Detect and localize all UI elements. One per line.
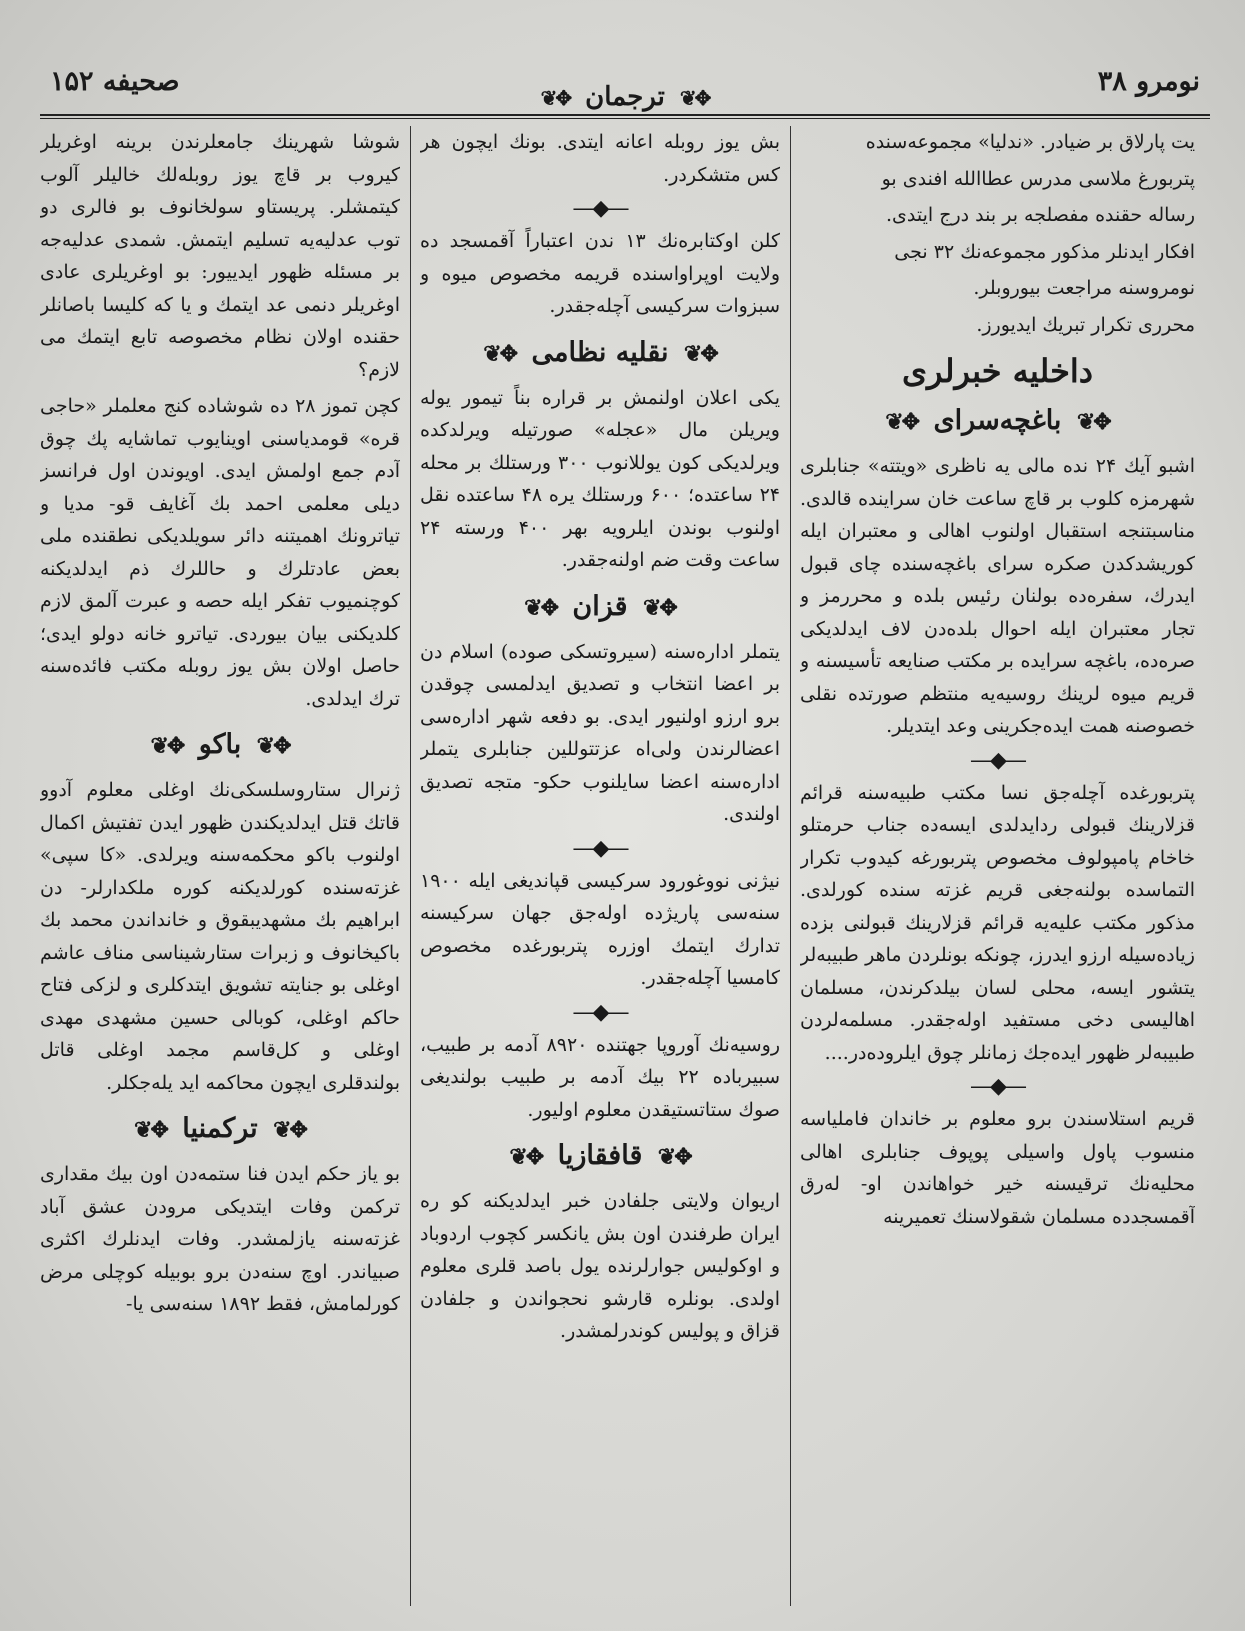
ornament-icon: ✥❦: [540, 86, 571, 110]
section-heading-domestic-news: داخلیه خبرلری: [901, 352, 1093, 390]
newspaper-title: ترجمان: [585, 82, 665, 112]
ornament-icon: ✥❦: [509, 1144, 543, 1170]
ornament-icon: ✥❦: [1076, 409, 1110, 435]
article-paragraph: بش یوز روبله اعانه ایتدی. بونك ایچون هر کس متشکردر.: [420, 131, 780, 186]
issue-number: نومرو ۳۸: [1097, 66, 1200, 97]
article-paragraph: روسیه‌نك آوروپا جهتنده ۸۹۲۰ آدمه بر طبیب، سبیرباده ۲۲ بیك آدمه بر طبیب بولندیغی صوك ستاتستیقدن معلوم اولیور.: [420, 1033, 780, 1121]
article-paragraph: یکی اعلان اولنمش بر قراره بناً تیمور یوله ویریلن مال «عجله» صورتیله ویرلدکده ویرلدیکی کون یوللانوب ۳۰۰ ورستلك بر محله ۲۴ ساعتده؛ ۶۰۰ ورستلك یره ۴۸ ساعتده نقل اولنوب بوندن ایلرویه بهر ۴۰۰ ورسته ۲۴ ساعت وقت ضم اولنه‌جقدر.: [420, 386, 780, 571]
article-paragraph: کلن اوکتابره‌نك ۱۳ ندن اعتباراً آقمسجد ده ولایت اوپراواسنده قریمه مخصوص میوه و سبزوات سرکیسی آچله‌جقدر.: [420, 230, 780, 317]
column-divider: [410, 126, 411, 1606]
ornament-icon: ✥❦: [134, 1117, 167, 1143]
column-right: [800, 126, 1195, 1606]
text-line: پتربورغ ملاسی مدرس عطاالله افندی بو: [881, 167, 1195, 190]
section-heading: [40, 1109, 400, 1150]
separator-icon: —◆—: [572, 835, 628, 861]
ornament-icon: ✥❦: [524, 594, 558, 621]
article-paragraph: قریم استلاسندن برو معلوم بر خاندان فاملیاسه منسوب پاول واسیلی پوپوف جنابلری اهالی محلیه‌نك ترقیسنه خیر خواهاندن او- له‌رق آقمسجدده مسلمان شقولاسنك تعمیرینه: [800, 1108, 1195, 1228]
separator-icon: —◆—: [970, 747, 1025, 773]
ornament-icon: ✥❦: [885, 409, 919, 435]
ornament-icon: ✥❦: [483, 340, 517, 367]
section-title: ترکمنیا: [182, 1113, 258, 1144]
separator-icon: —◆—: [970, 1074, 1025, 1099]
newspaper-title-block: [535, 82, 716, 112]
column-left: [40, 126, 400, 1606]
article-paragraph: نیژنی نووغورود سرکیسی قپاندیغی ایله ۱۹۰۰ سنه‌سی پاریژده اوله‌جق جهان سرکیسنه تدارك ایتمك اوزره پتربورغده مخصوص کامسیا آچله‌جقدر.: [420, 869, 780, 989]
text-line: محرری تکرار تبریك ایدیورز.: [976, 313, 1195, 336]
ornament-icon: ✥❦: [657, 1144, 691, 1170]
text-line: نومروسنه مراجعت بیوروبلر.: [973, 277, 1195, 299]
article-paragraph: ژنرال ستاروسلسکی‌نك اوغلی معلوم آدوو قاتك قتل ایدلدیکندن ظهور ایدن تفتیش اکمال اولنوب باکو محکمه‌سنه ویرلدی. «کا سپی» غزته‌سنده کورلدیکنه کوره ملکدارلر- دن ابراهیم بك مشهدیبقوق و خانداندن محمد بك باکیخانوف و زبرات ستارشیناسی مناف عاشم اوغلی بو جنایته تشویق ایتدکلری و لزکی فتاح حاکم اوغلی، کوبالی حسین مشهدی مهدی اوغلی و کل‌قاسم مجمد اوغلی قاتل بولندقلری ایچون محاکمه اید یله‌جکلر.: [40, 779, 400, 1094]
section-title: قافقازیا: [557, 1140, 643, 1171]
article-paragraph: یتملر اداره‌سنه (سیروتسکی صوده) اسلام دن بر اعضا انتخاب و تصدیق ایدلمسی چوقدن برو ارزو اولنیور ایدی. بو دفعه شهر اداره‌سی اعضالرندن ولی‌اه عزتتوللین جنابلری یتملر اداره‌سنه اعضا سایلنوب حکو- متجه تصدیق اولندی.: [420, 640, 780, 825]
section-title: نقلیه نظامی: [531, 336, 669, 368]
text-line: افکار ایدنلر مذکور مجموعه‌نك ۳۲ نجی: [894, 240, 1195, 263]
section-title: قزان: [572, 590, 628, 622]
separator-icon: —◆—: [572, 999, 628, 1025]
article-paragraph: پتربورغده آچله‌جق نسا مکتب طبیه‌سنه قرائم قزلارینك قبولی ردایدلدی ایسه‌ده جناب حرمتلو خاخام پامپولوف مخصوص پتربورغه کیدوب تکرار التماسده بولنه‌جغی قریم غزته سنده کورلدی. مذکور مکتب علیه‌یه قرائم قزلارینك قبولنی بزده زیاده‌سیله ارزو ایدرز، چونکه بونلردن ماهر طبیبه‌لر یتشور ایسه، محلی لسان بیلدکرندن، مسلمان اهالیسی دخی مستفید اوله‌جقدر. مسلمه‌لردن طبیبه‌لر ظهور ایده‌جك زمانلر چوق ایلروده‌در....: [800, 781, 1195, 1064]
article-paragraph: اریوان ولایتی جلفادن خبر ایدلدیکنه کو ره ایران طرفندن اون بش یانکسر کچوب اردوباد و اوکولیس جوارلرنده یول باصد قلری معلوم اولدی. بونلره قارشو نحجواندن و جلفادن قزاق و پولیس کوندرلمشدر.: [420, 1190, 780, 1342]
section-heading: [800, 401, 1195, 442]
section-heading: [40, 725, 400, 766]
ornament-icon: ✥❦: [642, 594, 676, 621]
column-divider: [790, 126, 791, 1606]
ornament-icon: ✥❦: [256, 733, 290, 759]
separator-icon: —◆—: [572, 196, 628, 221]
section-heading: [420, 333, 780, 374]
section-title: باغچه‌سرای: [933, 405, 1062, 436]
article-paragraph: کچن تموز ۲۸ ده شوشاده کنج معلملر «حاجی قره» قومدیاسنی اوینایوب تماشایه پك چوق آدم جمع اولمش ایدی. اویوندن اول فرانسز دیلی معلمی احمد بك آغایف قو- مدیا و تیاترونك اهمیتنه دائر سویلدیکی نطقنده ملی بعض عادتلرك و حاللرك ذم ایدلدیکنه کوچنمیوب تفکر ایله حصه و عبرت آلمق لازم کلدیکنی بیان بیوردی. تیاترو خانه دولو ایدی؛ حاصل اولان بش یوز روبله مکتب فائده‌سنه ترك ایدلدی.: [40, 395, 400, 710]
ornament-icon: ✥❦: [273, 1117, 306, 1143]
article-paragraph: اشبو آیك ۲۴ نده مالی یه ناظری «ویتته» جنابلری شهرمزه کلوب بر قاچ ساعت خان سراینده قالدی. مناسبتنجه استقبال اولنوب اهالی و معتبران ایله کوریشدکدن صکره سرای باغچه‌سنده چای قبول ایدرك، سفره‌ده بولنان رئیس بلده و محررمز و تجار معتبران ایله احوال بلده‌دن لاف ایدلدیکی صره‌ده، باغچه سرایده بر مکتب صنایعه تأسیسنه و قریم میوه لرینك روسیه‌یه منتظم صورتده نقلی خصوصنه همت ایده‌جکرینی وعد ایتدیلر.: [800, 455, 1195, 737]
ornament-icon: ✥❦: [679, 86, 710, 110]
article-paragraph: بو یاز حکم ایدن فنا ستمه‌دن اون بیك مقداری ترکمن وفات ایتدیکی مرودن عشق آباد غزته‌سنه یازلمشدر. وفات ایدنلرك اکثری صبیاندر. اوچ سنه‌دن برو بوبیله کوچلی مرض کورلمامش، فقط ۱۸۹۲ سنه‌سی یا-: [40, 1163, 400, 1315]
text-line: رساله حقنده مفصلجه بر بند درج ایتدی.: [886, 204, 1195, 226]
ornament-icon: ✥❦: [683, 340, 717, 367]
column-middle: [420, 126, 780, 1606]
section-heading: [420, 587, 780, 628]
ornament-icon: ✥❦: [150, 733, 184, 759]
text-line: یت پارلاق بر ضیادر. «ندلیا» مجموعه‌سنده: [865, 131, 1195, 153]
section-heading: [420, 1136, 780, 1177]
article-paragraph: شوشا شهرینك جامعلرندن برینه اوغریلر کیروب بر قاچ یوز روبله‌لك خالیلر آلوب کیتمشلر. پریستاو سولخانوف بو فالری دو توب عدلیه‌یه تسلیم ایتمش. شمدی عدلیه‌جه بر مسئله ظهور ایدییور: بو اوغریلری عادی اوغریلر دنمی عد ایتمك و یا که کلیسا باصانلر حقنده اولان نظام مخصوصه تابع ایتمك می لازم؟: [40, 131, 400, 381]
section-title: باکو: [198, 729, 242, 760]
header-rule: [40, 114, 1210, 119]
page-number: صحیفه ۱۵۲: [50, 66, 180, 97]
masthead: [40, 60, 1210, 122]
